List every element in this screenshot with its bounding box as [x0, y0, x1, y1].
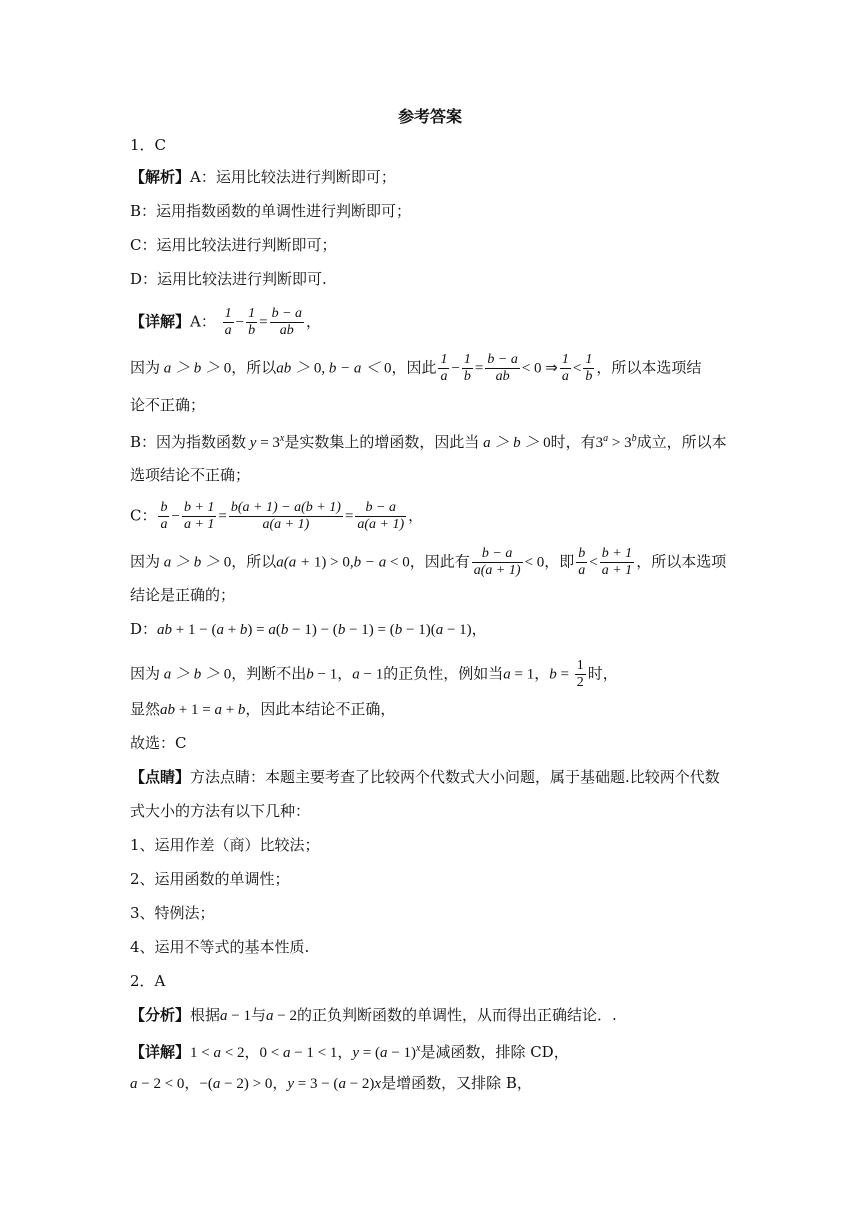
formula-fraction: $\frac{1}{b}$	[248, 306, 256, 338]
formula-fraction: $\frac{b}{a}$	[578, 546, 586, 578]
q2-number: 2．A	[130, 972, 166, 990]
text: 的正负性，例如当	[383, 664, 504, 683]
formula-fraction: $\frac{b + 1}{a + 1}$	[601, 546, 633, 578]
text: ，判断不出	[231, 664, 307, 683]
d-detail-line: D：ab + 1 − (a + b) = a(b − 1) − (b − 1) = (b − 1)(a − 1)，	[130, 620, 487, 638]
q1-number: 1．C	[130, 136, 167, 154]
formula-fraction: $\frac{1}{b}$	[463, 352, 471, 384]
formula-fraction: $\frac{b(a + 1) - a(b + 1)}{a(a + 1)}$	[230, 500, 341, 532]
c-detail-cont: 结论是正确的；	[130, 586, 236, 604]
b-detail-cont: 选项结论不正确；	[130, 466, 251, 484]
text: 成立，所以本	[636, 433, 727, 451]
text: ，因此有	[409, 552, 470, 571]
text: ，因此本结论不正确，	[245, 700, 396, 718]
formula-fraction: $\frac{1}{a}$	[561, 352, 569, 384]
b-detail-line: B：因为指数函数 $y = 3^x$是实数集上的增函数，因此当 a ＞ b ＞ 0时，有$3^a > 3^b$成立，所以本	[130, 433, 727, 451]
text: 显然	[130, 700, 161, 718]
because-line-1: 因为 a ＞ b ＞ 0，所以ab ＞ 0, b − a ＜ 0，因此 $\frac{1}{a}$ − $\frac{1}{b}$ = $\frac{b - a}{ab}$ < 0 ⇒ $\frac{1}{a}$ < $\frac{1}{b}$ ，所以本选项结	[130, 352, 702, 384]
analysis-c: C：运用比较法进行判断即可；	[130, 236, 337, 254]
formula-fraction: $\frac{b - a}{ab}$	[271, 306, 303, 338]
formula-fraction: $\frac{b - a}{ab}$	[487, 352, 518, 384]
text: 是实数集上的增函数，因此当	[284, 433, 480, 451]
text: 是减函数，排除 CD，	[420, 1043, 569, 1061]
formula-fraction: $\frac{1}{2}$	[576, 658, 584, 690]
detail-tag: 【详解】	[130, 1043, 191, 1061]
comment-line-2: 式大小的方法有以下几种：	[130, 802, 311, 820]
formula-fraction: $\frac{1}{a}$	[440, 352, 448, 384]
q2-detail-line-1: 【详解】1 < a < 2，0 < a − 1 < 1，$y = (a - 1)^x$是减函数，排除 CD，	[130, 1043, 569, 1061]
text: ，即	[544, 552, 575, 571]
d-obvious-line: 显然ab + 1 = a + b，因此本结论不正确，	[130, 700, 396, 718]
formula-fraction: $\frac{b + 1}{a + 1}$	[183, 500, 215, 532]
c-because-line: 因为 a ＞ b ＞ 0，所以a(a + 1) > 0,b − a < 0，因此有 $\frac{b - a}{a(a + 1)}$ < 0，即 $\frac{b}{a}$ < $\frac{b + 1}{a + 1}$ ，所以本选项	[130, 546, 727, 578]
text: 时，	[587, 664, 618, 683]
detail-a-line: 【详解】A： $\frac{1}{a}$ − $\frac{1}{b}$ = $\frac{b - a}{ab}$ ，	[130, 306, 322, 338]
text: 的正负判断函数的单调性，从而得出正确结论．.	[296, 1006, 617, 1024]
formula-fraction: $\frac{1}{a}$	[224, 306, 232, 338]
c-detail-line: C： $\frac{b}{a}$ − $\frac{b + 1}{a + 1}$ = $\frac{b(a + 1) - a(b + 1)}{a(a + 1)}$ = $\frac{b - a}{a(a + 1)}$ ，	[130, 500, 424, 532]
method-3: 3、特例法；	[130, 904, 215, 922]
text: ，因此	[391, 358, 437, 377]
text: ，所以本选项	[636, 552, 727, 571]
page-title: 参考答案	[397, 107, 462, 126]
text: 根据	[190, 1006, 221, 1024]
detail-tag: 【详解】	[130, 312, 191, 331]
text: 是增函数，又排除 B，	[381, 1074, 532, 1092]
analysis-a: A：运用比较法进行判断即可；	[190, 168, 396, 186]
q1-choose: 故选：C	[130, 734, 187, 752]
comment-tag: 【点睛】	[130, 768, 191, 786]
q2-analysis-line: 【分析】根据a − 1与a − 2的正负判断函数的单调性，从而得出正确结论．.	[130, 1006, 617, 1024]
method-4: 4、运用不等式的基本性质.	[130, 938, 310, 956]
text: 方法点睛：本题主要考查了比较两个代数式大小问题，属于基础题.比较两个代数	[190, 768, 720, 786]
analysis-b: B：运用指数函数的单调性进行判断即可；	[130, 202, 412, 220]
q1-analysis-line	[130, 166, 396, 188]
formula-fraction: $\frac{b - a}{a(a + 1)}$	[473, 546, 521, 578]
text: 与	[251, 1006, 267, 1024]
text: C：	[130, 506, 157, 525]
text: ，所以	[231, 358, 277, 377]
formula-fraction: $\frac{1}{b}$	[585, 352, 593, 384]
text: 因为	[130, 664, 161, 683]
text: D：	[130, 620, 158, 638]
analysis-d: D：运用比较法进行判断即可.	[130, 270, 327, 288]
q2-detail-line-2: a − 2 < 0，−(a − 2) > 0，y = 3 − (a − 2)x是增函数，又排除 B，	[130, 1074, 532, 1092]
text: ，所以本选项结	[596, 358, 702, 377]
method-2: 2、运用函数的单调性；	[130, 870, 290, 888]
detail-a-label: A：	[190, 312, 216, 331]
text: ，所以	[231, 552, 277, 571]
analysis-tag: 【分析】	[130, 1006, 191, 1024]
text: 时，有	[550, 433, 596, 451]
method-1: 1、运用作差（商）比较法；	[130, 836, 320, 854]
comment-line-1	[130, 766, 720, 788]
because-line-1-cont: 论不正确；	[130, 396, 206, 414]
analysis-tag: 【解析】	[130, 168, 191, 186]
text: 因为	[130, 552, 161, 571]
formula-fraction: $\frac{b}{a}$	[160, 500, 168, 532]
text: 因为	[130, 358, 161, 377]
formula-fraction: $\frac{b - a}{a(a + 1)}$	[357, 500, 405, 532]
d-because-line: 因为 a ＞ b ＞ 0，判断不出b − 1，a − 1的正负性，例如当a = 1，b = $\frac{1}{2}$ 时，	[130, 658, 618, 690]
text: B：因为指数函数	[130, 433, 247, 451]
